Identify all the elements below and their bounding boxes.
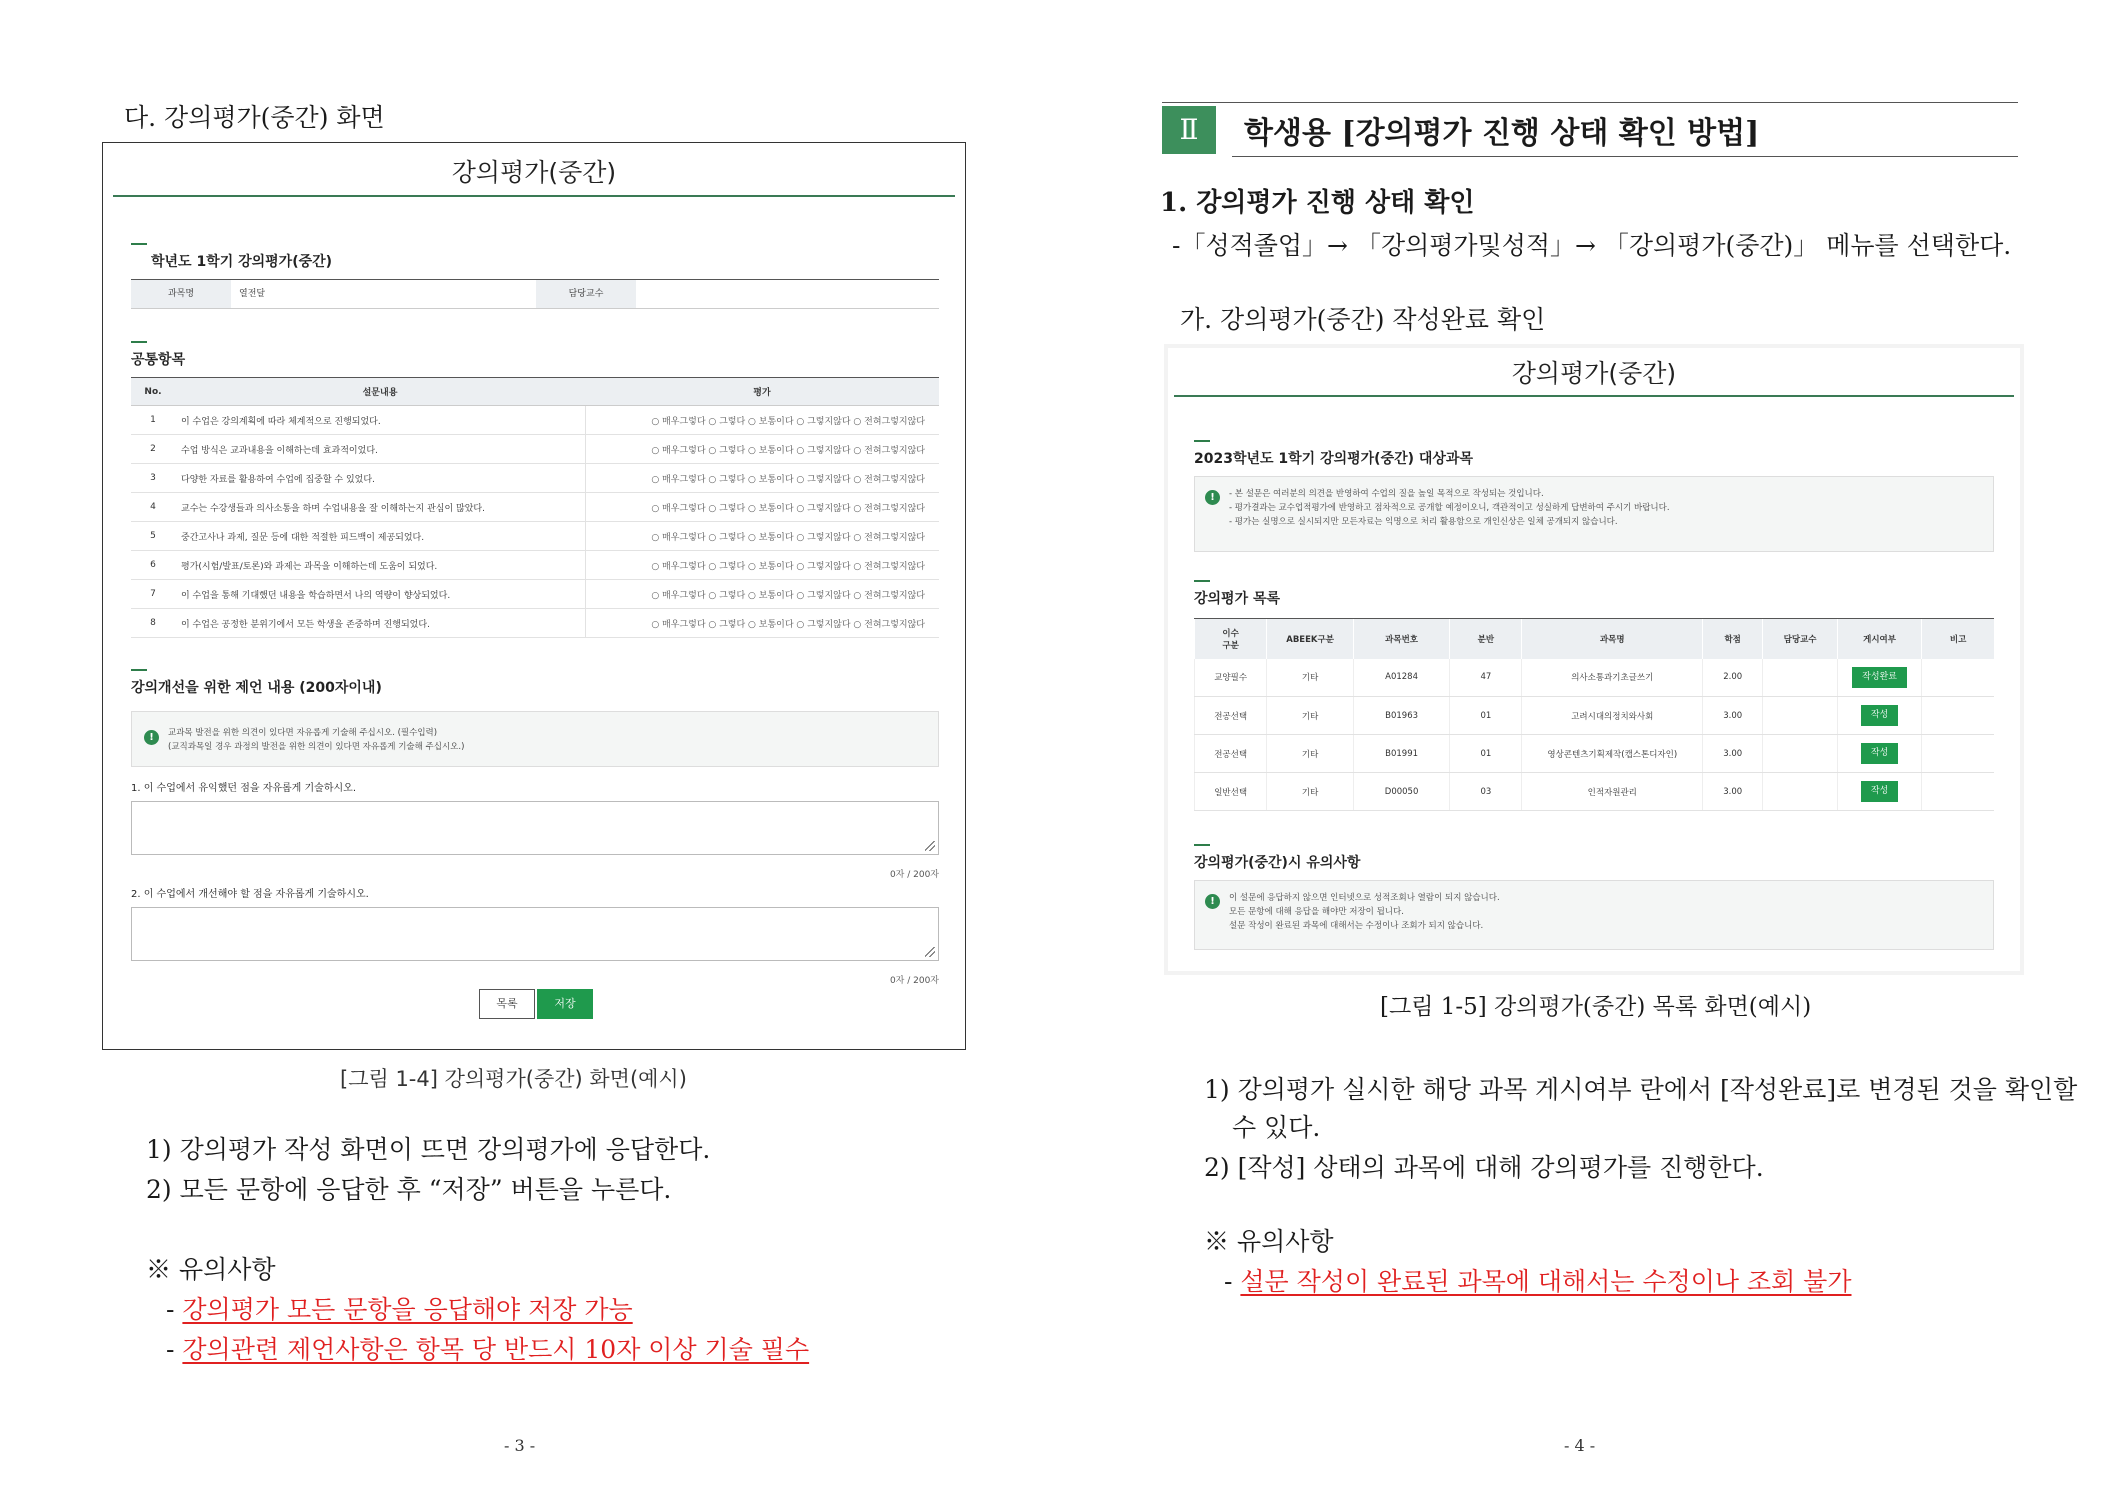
rating-options[interactable]: ○ 매우그렇다 ○ 그렇다 ○ 보통이다 ○ 그렇지않다 ○ 전혀그렇지않다 [585,464,939,493]
table-row [1195,773,1995,811]
status-button[interactable]: 작성 [1861,743,1898,764]
cell-prof [1763,659,1838,697]
column-header: 이수 구분 [1195,619,1267,659]
col-question: 설문내용 [175,378,585,406]
column-header: 과목번호 [1353,619,1449,659]
table-row [1195,697,1995,735]
question-no: 5 [131,522,175,551]
course-list-table [1194,618,1994,811]
cell-abeek: 기타 [1267,773,1354,811]
cell-name: 의사소통과기초글쓰기 [1522,659,1703,697]
table-row [131,493,939,522]
step-item: 수 있다. [1232,1113,1321,1142]
status-cell [1837,659,1921,697]
table-row [1195,735,1995,773]
step-item: 2) 모든 문항에 응답한 후 “저장” 버튼을 누른다. [146,1175,672,1204]
table-row [1195,659,1995,697]
table-row [131,551,939,580]
cell-name: 인적자원관리 [1522,773,1703,811]
chapter-number-badge: Ⅱ [1162,106,1216,154]
question-no: 8 [131,609,175,638]
note-text: 설문 작성이 완료된 과목에 대해서는 수정이나 조회 불가 [1240,1267,1852,1296]
cell-section: 01 [1450,735,1522,773]
cell-section: 47 [1450,659,1522,697]
column-header: 과목명 [1522,619,1703,659]
answer-2-counter: 0자 / 200자 [889,976,939,986]
cell-note [1922,735,1994,773]
column-header: 담당교수 [1763,619,1838,659]
question-text: 이 수업은 공정한 분위기에서 모든 학생을 존중하며 진행되었다. [175,609,585,638]
course-value: 열전달 [239,289,266,299]
title-divider [1174,395,2014,397]
course-info-row [131,279,939,309]
notice-line: 설문 작성이 완료된 과목에 대해서는 수정이나 조회가 되지 않습니다. [1229,921,1484,931]
question-text: 이 수업은 강의계획에 따라 체계적으로 진행되었다. [175,406,585,435]
rating-options[interactable]: ○ 매우그렇다 ○ 그렇다 ○ 보통이다 ○ 그렇지않다 ○ 전혀그렇지않다 [585,580,939,609]
cell-name: 고려시대의정치와사회 [1522,697,1703,735]
cell-prof [1763,773,1838,811]
page-number: - 4 - [1564,1436,1596,1455]
table-row [131,464,939,493]
question-text: 다양한 자료를 활용하여 수업에 집중할 수 있었다. [175,464,585,493]
note-item: - 강의관련 제언사항은 항목 당 반드시 10자 이상 기술 필수 [166,1335,810,1364]
cell-abeek: 기타 [1267,697,1354,735]
status-cell [1837,697,1921,735]
note-item: - 강의평가 모든 문항을 응답해야 저장 가능 [166,1295,633,1324]
semester-section-title: 학년도 1학기 강의평가(중간) [131,251,332,271]
cell-code: B01991 [1353,735,1449,773]
exclamation-icon: ! [1205,490,1220,505]
info-line: - 평가는 실명으로 실시되지만 모든자료는 익명으로 처리 활용함으로 개인신상은 일체 공개되지 않습니다. [1229,517,1618,527]
subsection-title: 1. 강의평가 진행 상태 확인 [1160,188,1475,218]
rating-options[interactable]: ○ 매우그렇다 ○ 그렇다 ○ 보통이다 ○ 그렇지않다 ○ 전혀그렇지않다 [585,609,939,638]
answer-1-counter: 0자 / 200자 [889,870,939,880]
question-text: 평가(시험/발표/토론)와 과제는 과목을 이해하는데 도움이 되었다. [175,551,585,580]
course-label: 과목명 [131,280,231,308]
section-heading: 다. 강의평가(중간) 화면 [124,103,385,132]
cell-type: 전공선택 [1195,735,1267,773]
question-no: 6 [131,551,175,580]
status-button[interactable]: 작성 [1861,781,1898,802]
figure-caption: [그림 1-4] 강의평가(중간) 화면(예시) [340,1067,687,1091]
exclamation-icon: ! [144,730,159,745]
notes-title: ※ 유의사항 [146,1255,276,1284]
question-table [131,377,939,638]
suggestion-section-title: 강의개선을 위한 제언 내용 (200자이내) [131,677,382,697]
evaluation-form-screenshot [102,142,966,1050]
target-courses-title: 2023학년도 1학기 강의평가(중간) 대상과목 [1194,448,1473,468]
answer-1-textarea[interactable] [131,801,939,855]
figure-caption: [그림 1-5] 강의평가(중간) 목록 화면(예시) [1380,994,1812,1020]
professor-label: 담당교수 [536,280,636,308]
question-2-label: 2. 이 수업에서 개선해야 할 점을 자유롭게 기술하시오. [131,889,369,900]
exclamation-icon: ! [1205,894,1220,909]
suggestion-info-box [131,711,939,767]
question-no: 2 [131,435,175,464]
table-row [131,406,939,435]
note-text: 강의평가 모든 문항을 응답해야 저장 가능 [182,1295,633,1324]
step-item: 1) 강의평가 실시한 해당 과목 게시여부 란에서 [작성완료]로 변경된 것을 확인할 [1204,1075,2078,1104]
suggestion-info-line: 교과목 발전을 위한 의견이 있다면 자유롭게 기술해 주십시오. (필수입력) [168,728,438,738]
notice-title: 강의평가(중간)시 유의사항 [1194,852,1360,872]
cell-abeek: 기타 [1267,659,1354,697]
rating-options[interactable]: ○ 매우그렇다 ○ 그렇다 ○ 보통이다 ○ 그렇지않다 ○ 전혀그렇지않다 [585,551,939,580]
cell-note [1922,659,1994,697]
sub-heading: 가. 강의평가(중간) 작성완료 확인 [1180,305,1546,334]
common-items-title: 공통항목 [131,349,185,369]
column-header: ABEEK구분 [1267,619,1354,659]
notes-title: ※ 유의사항 [1204,1227,1334,1256]
chapter-title: 학생용 [강의평가 진행 상태 확인 방법] [1244,116,1760,151]
info-line: - 평가결과는 교수업적평가에 반영하고 점차적으로 공개할 예정이오니, 객관적이고 성실하게 답변하여 주시기 바랍니다. [1229,503,1670,513]
cell-type: 전공선택 [1195,697,1267,735]
col-no: No. [131,378,175,406]
suggestion-info-line: (교직과목일 경우 과정의 발전을 위한 의견이 있다면 자유롭게 기술해 주십시오.) [168,742,465,752]
table-row [131,609,939,638]
cell-section: 03 [1450,773,1522,811]
question-no: 4 [131,493,175,522]
question-no: 1 [131,406,175,435]
survey-info-box [1194,476,1994,552]
column-header: 비고 [1922,619,1994,659]
step-item: 1) 강의평가 작성 화면이 뜨면 강의평가에 응답한다. [146,1135,711,1164]
column-header: 분반 [1450,619,1522,659]
cell-credit: 2.00 [1703,659,1763,697]
menu-path: -「성적졸업」→ 「강의평가및성적」→ 「강의평가(중간)」 메뉴를 선택한다. [1172,231,2012,260]
cell-type: 교양필수 [1195,659,1267,697]
evaluation-list-screenshot [1164,344,2024,975]
status-cell [1837,735,1921,773]
question-no: 3 [131,464,175,493]
column-header: 게시여부 [1837,619,1921,659]
evaluation-list-title: 강의평가 목록 [1194,588,1280,608]
question-1-label: 1. 이 수업에서 유익했던 점을 자유롭게 기술하시오. [131,783,356,794]
cell-code: A01284 [1353,659,1449,697]
table-row [131,435,939,464]
screenshot-title: 강의평가(중간) [1511,359,1677,388]
answer-2-textarea[interactable] [131,907,939,961]
page-number: - 3 - [504,1436,536,1455]
question-text: 이 수업을 통해 기대했던 내용을 학습하면서 나의 역량이 향상되었다. [175,580,585,609]
list-button[interactable]: 목록 [479,989,535,1019]
cell-name: 영상콘텐츠기획제작(캡스톤디자인) [1522,735,1703,773]
cell-type: 일반선택 [1195,773,1267,811]
notice-line: 이 설문에 응답하지 않으면 인터넷으로 성적조회나 열람이 되지 않습니다. [1229,893,1500,903]
cell-credit: 3.00 [1703,735,1763,773]
status-cell [1837,773,1921,811]
cell-credit: 3.00 [1703,697,1763,735]
save-button[interactable]: 저장 [537,989,593,1019]
question-text: 교수는 수강생들과 의사소통을 하며 수업내용을 잘 이해하는지 관심이 많았다. [175,493,585,522]
cell-code: D00050 [1353,773,1449,811]
question-text: 수업 방식은 교과내용을 이해하는데 효과적이었다. [175,435,585,464]
cell-note [1922,773,1994,811]
cell-prof [1763,697,1838,735]
chapter-rule-bottom [1232,156,2018,157]
title-divider [113,195,955,197]
screenshot-title: 강의평가(중간) [451,158,617,187]
note-item: - 설문 작성이 완료된 과목에 대해서는 수정이나 조회 불가 [1224,1267,1852,1296]
note-text: 강의관련 제언사항은 항목 당 반드시 10자 이상 기술 필수 [182,1335,810,1364]
cell-note [1922,697,1994,735]
question-no: 7 [131,580,175,609]
notice-box [1194,880,1994,950]
cell-code: B01963 [1353,697,1449,735]
notice-line: 모든 문항에 대해 응답을 해야만 저장이 됩니다. [1229,907,1404,917]
question-text: 중간고사나 과제, 질문 등에 대한 적절한 피드백이 제공되었다. [175,522,585,551]
cell-credit: 3.00 [1703,773,1763,811]
status-button[interactable]: 작성 [1861,705,1898,726]
rating-options[interactable]: ○ 매우그렇다 ○ 그렇다 ○ 보통이다 ○ 그렇지않다 ○ 전혀그렇지않다 [585,435,939,464]
cell-section: 01 [1450,697,1522,735]
rating-options[interactable]: ○ 매우그렇다 ○ 그렇다 ○ 보통이다 ○ 그렇지않다 ○ 전혀그렇지않다 [585,493,939,522]
cell-abeek: 기타 [1267,735,1354,773]
table-row [131,522,939,551]
chapter-rule-top [1162,102,2018,103]
step-item: 2) [작성] 상태의 과목에 대해 강의평가를 진행한다. [1204,1153,1764,1182]
info-line: - 본 설문은 여러분의 의견을 반영하여 수업의 질을 높일 목적으로 작성되는 것입니다. [1229,489,1544,499]
column-header: 학점 [1703,619,1763,659]
rating-options[interactable]: ○ 매우그렇다 ○ 그렇다 ○ 보통이다 ○ 그렇지않다 ○ 전혀그렇지않다 [585,406,939,435]
cell-prof [1763,735,1838,773]
rating-options[interactable]: ○ 매우그렇다 ○ 그렇다 ○ 보통이다 ○ 그렇지않다 ○ 전혀그렇지않다 [585,522,939,551]
col-rating: 평가 [585,378,939,406]
table-row [131,580,939,609]
status-button[interactable]: 작성완료 [1852,667,1907,688]
